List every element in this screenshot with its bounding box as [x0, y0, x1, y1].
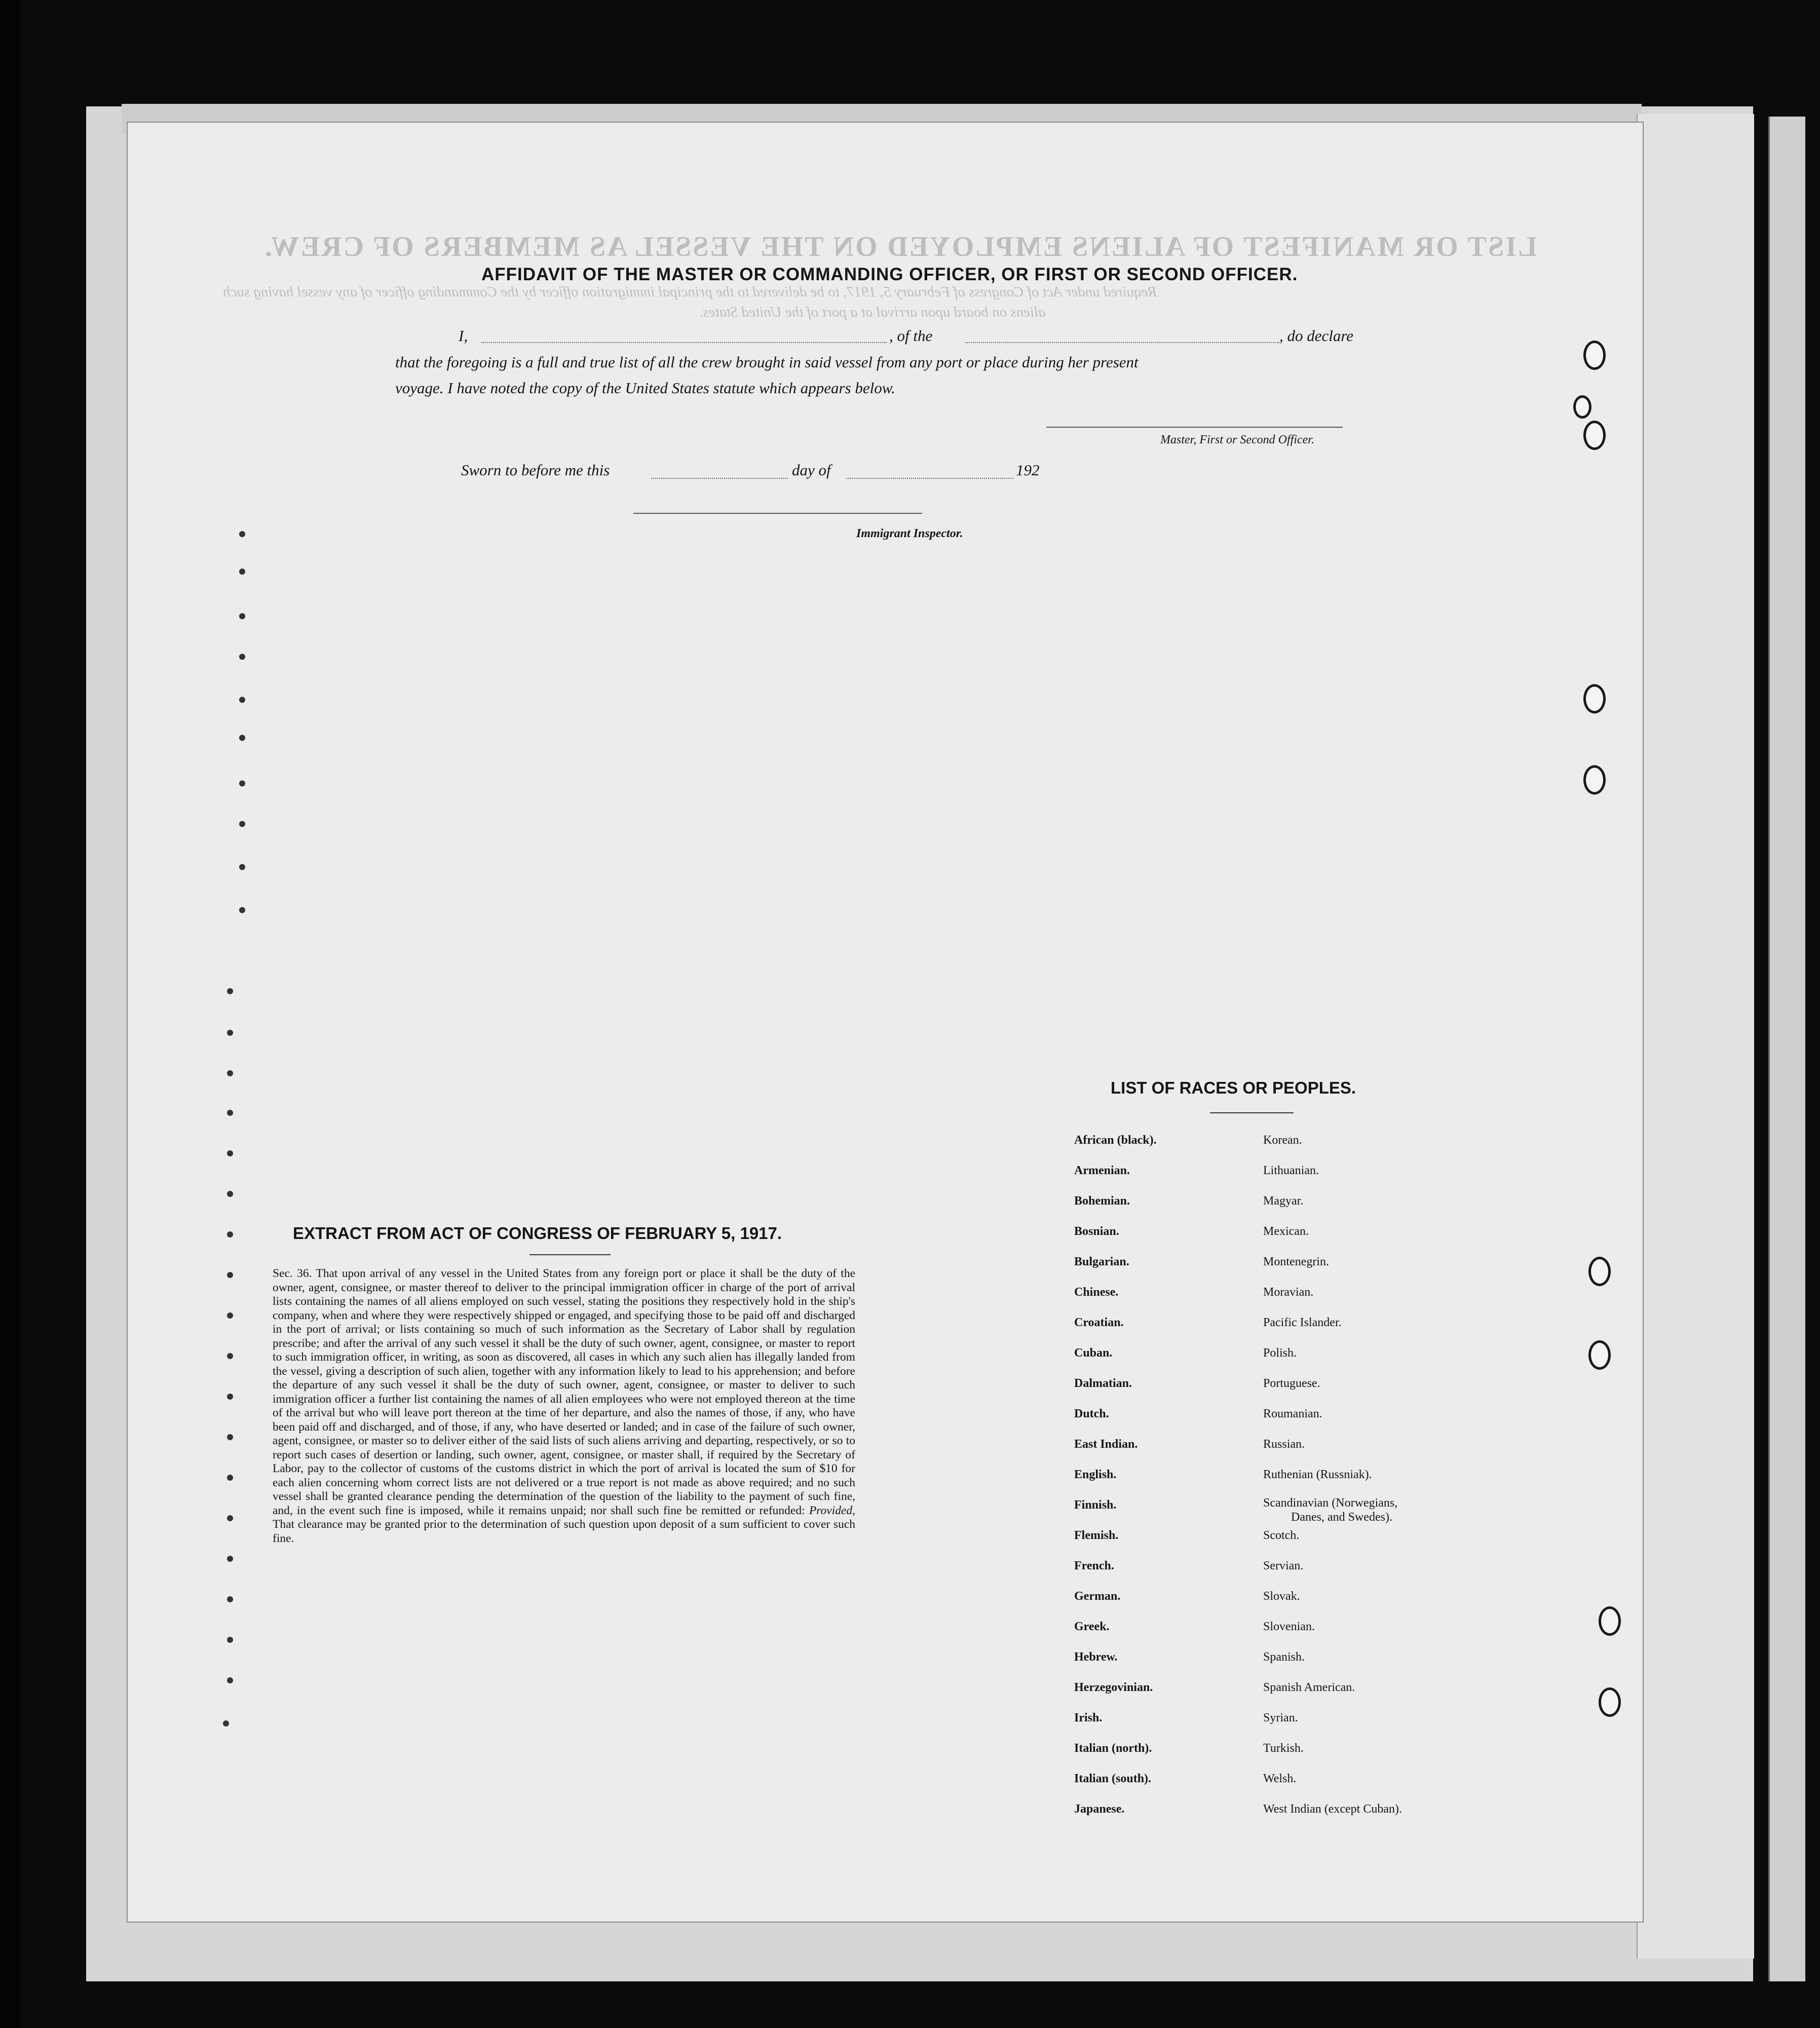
- races-title-rule: [1210, 1112, 1294, 1113]
- race-item: Welsh.: [1263, 1772, 1297, 1785]
- margin-dot: [239, 907, 245, 913]
- race-item: Russian.: [1263, 1438, 1305, 1451]
- affidavit-of-the-label: , of the: [889, 327, 933, 345]
- inspector-caption: Immigrant Inspector.: [856, 527, 963, 540]
- race-item: Finnish.: [1074, 1498, 1117, 1512]
- section-label: Sec. 36.: [273, 1267, 312, 1280]
- race-item: German.: [1074, 1590, 1121, 1603]
- margin-dot: [227, 1191, 233, 1197]
- race-item: Slovak.: [1263, 1590, 1300, 1603]
- punch-hole: [1583, 341, 1606, 370]
- punch-hole: [1583, 765, 1606, 795]
- race-item: Bosnian.: [1074, 1225, 1119, 1238]
- year-label: 192: [1016, 461, 1040, 479]
- margin-dot: [227, 988, 233, 994]
- affidavit-line-3: voyage. I have noted the copy of the United States statute which appears below.: [395, 379, 895, 397]
- punch-hole: [1583, 421, 1606, 450]
- punch-hole: [1588, 1257, 1611, 1286]
- races-title: LIST OF RACES OR PEOPLES.: [1111, 1078, 1356, 1097]
- extract-title-rule: [529, 1254, 611, 1255]
- race-item: Bohemian.: [1074, 1194, 1130, 1208]
- race-item: Roumanian.: [1263, 1407, 1322, 1420]
- margin-dot: [227, 1394, 233, 1400]
- bleed-through-subheader-2: aliens on board upon arrival at a port of the United States.: [699, 304, 1046, 320]
- statute-body: That upon arrival of any vessel in the United States from any foreign port or place it shall be the duty of the owner, agent, consignee, or master thereof to deliver to the principal immigration officer in charge of the port of arrival lists containing the names of all aliens employed on such vessel, stating the positions they respectively hold in the ship's company, when and where they were respectively shipped or engaged, and specifying those to be paid off and discharged in the port of arrival; or lists containing so much of such information as the Secretary of Labor shall by regulation prescribe; and after the arrival of any such vessel it shall be the duty of such owner, agent, consignee, or master to report to such immigration officer, in writing, as soon as discovered, all cases in which any such alien has illegally landed from the vessel, giving a description of such alien, together with any information likely to lead to his apprehension; and before the departure of any such vessel it shall be the duty of such owner, agent, consignee, or master to deliver to such immigration officer a further list containing the names of all alien employees who were not employed thereon at the time of the arrival but who will leave port thereon at the time of her departure, and also the names of those, if any, who have been paid off and discharged, and of those, if any, who have deserted or landed; and in case of the failure of such owner, agent, consignee, or master so to deliver either of the said lists of such aliens arriving and departing, respectively, or so to report such cases of desertion or landing, such owner, agent, consignee, or master shall, if required by the Secretary of Labor, pay to the collector of customs of the customs district in which the port of arrival is located the sum of $10 for each alien concerning whom correct lists are not delivered or a true report is not made as above required; and no such vessel shall be granted clearance pending the determination of the question of the liability to the payment of such fine, and, in the event such fine is imposed, while it remains unpaid; nor shall such fine be remitted or refunded:: [273, 1267, 856, 1517]
- margin-dot: [227, 1556, 233, 1562]
- race-item: Japanese.: [1074, 1802, 1125, 1816]
- race-item: Chinese.: [1074, 1286, 1119, 1299]
- margin-dot: [239, 531, 245, 537]
- race-item: Montenegrin.: [1263, 1255, 1329, 1268]
- margin-dot: [239, 569, 245, 575]
- race-item: Moravian.: [1263, 1286, 1314, 1299]
- race-item: English.: [1074, 1468, 1117, 1481]
- margin-dot: [239, 613, 245, 619]
- race-item: Armenian.: [1074, 1164, 1130, 1177]
- punch-hole: [1588, 1340, 1611, 1370]
- vessel-name-line[interactable]: [965, 342, 1279, 343]
- affidavit-title: AFFIDAVIT OF THE MASTER OR COMMANDING OFFICER, OR FIRST OR SECOND OFFICER.: [481, 265, 1298, 284]
- signature-caption: Master, First or Second Officer.: [1160, 433, 1314, 446]
- race-item: Lithuanian.: [1263, 1164, 1319, 1177]
- race-item: African (black).: [1074, 1134, 1157, 1147]
- race-item: Flemish.: [1074, 1529, 1119, 1542]
- margin-dot: [227, 1030, 233, 1036]
- affidavit-i-label: I,: [459, 327, 468, 345]
- underlying-sheet-edge: [1637, 114, 1754, 1959]
- punch-hole: [1573, 395, 1591, 419]
- race-item: Syrian.: [1263, 1711, 1298, 1724]
- race-item: Polish.: [1263, 1346, 1297, 1360]
- margin-dot: [227, 1596, 233, 1602]
- bleed-through-header: LIST OR MANIFEST OF ALIENS EMPLOYED ON THE VESSEL AS MEMBERS OF CREW.: [263, 231, 1537, 262]
- film-edge: [0, 0, 20, 2028]
- master-name-line[interactable]: [481, 342, 887, 343]
- margin-dot: [227, 1677, 233, 1683]
- statute-body-end: That clearance may be granted prior to the determination of such question upon deposit of a sum sufficient to cover such fine.: [273, 1518, 855, 1545]
- punch-hole: [1599, 1606, 1621, 1636]
- margin-dot: [239, 864, 245, 870]
- sworn-day-line[interactable]: [651, 478, 788, 479]
- margin-dot: [227, 1434, 233, 1440]
- statute-text: [273, 1267, 855, 1546]
- race-item: Servian.: [1263, 1559, 1304, 1572]
- margin-dot: [227, 1637, 233, 1643]
- margin-dot: [227, 1475, 233, 1481]
- race-item: French.: [1074, 1559, 1114, 1572]
- race-item: Ruthenian (Russniak).: [1263, 1468, 1372, 1481]
- race-item: Croatian.: [1074, 1316, 1124, 1329]
- punch-hole: [1583, 684, 1606, 713]
- race-item: West Indian (except Cuban).: [1263, 1802, 1402, 1816]
- master-signature-line[interactable]: [1046, 427, 1343, 428]
- race-item: Scotch.: [1263, 1529, 1300, 1542]
- extract-title: EXTRACT FROM ACT OF CONGRESS OF FEBRUARY 5, 1917.: [293, 1224, 782, 1243]
- affidavit-declare-label: , do declare: [1279, 327, 1354, 345]
- race-item: Dalmatian.: [1074, 1377, 1132, 1390]
- race-item: Hebrew.: [1074, 1650, 1118, 1664]
- race-item: Scandinavian (Norwegians,: [1263, 1496, 1398, 1510]
- margin-dot: [223, 1720, 229, 1726]
- race-item: Korean.: [1263, 1134, 1302, 1147]
- race-item: Bulgarian.: [1074, 1255, 1129, 1268]
- race-item: Mexican.: [1263, 1225, 1309, 1238]
- margin-dot: [239, 697, 245, 703]
- race-item: Dutch.: [1074, 1407, 1109, 1420]
- race-item: Turkish.: [1263, 1742, 1304, 1755]
- punch-hole: [1599, 1687, 1621, 1717]
- margin-dot: [227, 1070, 233, 1076]
- race-item: Italian (north).: [1074, 1742, 1152, 1755]
- race-item: East Indian.: [1074, 1438, 1138, 1451]
- race-item: Spanish.: [1263, 1650, 1305, 1664]
- sworn-label: Sworn to before me this: [461, 461, 610, 479]
- provided-label: Provided,: [809, 1504, 856, 1517]
- margin-dot: [239, 654, 245, 660]
- margin-dot: [239, 821, 245, 827]
- right-paper-strip: [1768, 117, 1805, 1981]
- affidavit-line-2: that the foregoing is a full and true list of all the crew brought in said vessel from any port or place during her present: [395, 353, 1139, 371]
- race-item: Slovenian.: [1263, 1620, 1315, 1633]
- race-item: Danes, and Swedes).: [1291, 1511, 1392, 1524]
- day-of-label: day of: [792, 461, 831, 479]
- margin-dot: [227, 1312, 233, 1319]
- race-item: Pacific Islander.: [1263, 1316, 1342, 1329]
- margin-dot: [239, 735, 245, 741]
- sworn-month-line[interactable]: [846, 478, 1013, 479]
- margin-dot: [227, 1150, 233, 1156]
- race-item: Herzegovinian.: [1074, 1681, 1153, 1694]
- margin-dot: [227, 1110, 233, 1116]
- bleed-through-subheader: Required under Act of Congress of February 5, 1917, to be delivered to the principal immigration officer by the Commanding officer of any vessel having such: [223, 284, 1157, 300]
- margin-dot: [227, 1272, 233, 1278]
- inspector-signature-line[interactable]: [633, 513, 922, 514]
- margin-dot: [227, 1353, 233, 1359]
- race-item: Magyar.: [1263, 1194, 1304, 1208]
- race-item: Cuban.: [1074, 1346, 1113, 1360]
- margin-dot: [227, 1231, 233, 1237]
- race-item: Spanish American.: [1263, 1681, 1355, 1694]
- race-item: Italian (south).: [1074, 1772, 1152, 1785]
- margin-dot: [227, 1515, 233, 1521]
- race-item: Irish.: [1074, 1711, 1103, 1724]
- race-item: Portuguese.: [1263, 1377, 1320, 1390]
- margin-dot: [239, 780, 245, 786]
- race-item: Greek.: [1074, 1620, 1110, 1633]
